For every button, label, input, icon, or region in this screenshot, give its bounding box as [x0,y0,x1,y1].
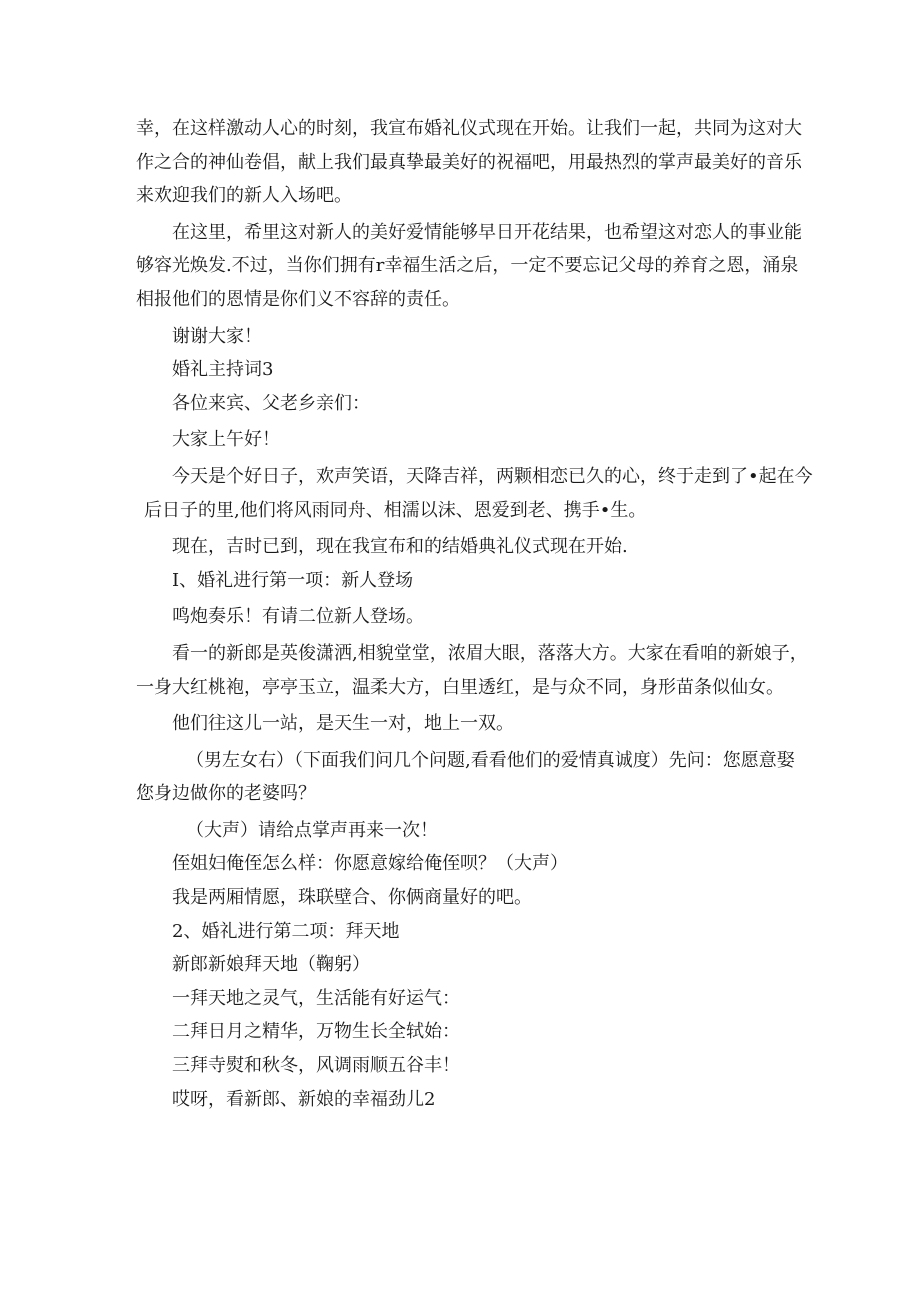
paragraph-happiness: 哎呀，看新郎、新娘的幸福劲儿2 [172,1088,436,1110]
paragraph-line: 来欢迎我们的新人入场吧。 [136,185,352,207]
paragraph-bow: 新郎新娘拜天地（鞠躬） [172,954,370,976]
paragraph-2 [136,216,802,317]
paragraph-line: 够容光焕发.不过，当你们拥有r幸福生活之后，一定不要忘记父母的养育之恩，涌泉 [136,255,799,277]
document-body [136,112,813,1116]
item-2-heading: 2、婚礼进行第二项：拜天地 [172,920,400,942]
paragraph-fireworks: 鸣炮奏乐！有请二位新人登场。 [172,606,424,628]
paragraph-1 [136,112,802,213]
paragraph-second-bow: 二拜日月之精华，万物生长全轼始： [172,1021,460,1043]
paragraph-line: 在这里，希里这对新人的美好爱情能够早日开花结果，也希望这对恋人的事业能 [172,221,802,243]
paragraph-good-day [136,460,813,527]
paragraph-line: 一身大红桃袍，亭亭玉立，温柔大方，白里透红，是与众不同，身形苗条似仙女。 [136,676,784,698]
paragraph-greeting-guests: 各位来宾、父老乡亲们： [172,392,370,414]
paragraph-perfect-pair: 他们往这儿一站，是天生一对，地上一双。 [172,713,514,735]
paragraph-groom-bride [136,637,808,704]
paragraph-greeting-morning: 大家上午好！ [172,429,280,451]
paragraph-questions [136,744,796,811]
paragraph-line: 您身边做你的老婆吗？ [136,783,316,805]
paragraph-line: 看一的新郎是英俊潇洒,相貌堂堂，浓眉大眼，落落大方。大家在看咱的新娘子， [172,642,808,664]
paragraph-auspicious-time: 现在，吉时已到，现在我宣布和的结婚典礼仪式现在开始. [172,536,628,558]
paragraph-line: 相报他们的恩情是你们义不容辞的责任。 [136,288,460,310]
paragraph-first-bow: 一拜天地之灵气，生活能有好运气： [172,987,460,1009]
section-heading: 婚礼主持词3 [172,359,274,381]
paragraph-applause: （大声）请给点掌声再来一次！ [186,819,438,841]
paragraph-third-bow: 三拜寺熨和秋冬，风调雨顺五谷丰！ [172,1055,460,1077]
paragraph-mutual-consent: 我是两厢情愿，珠联壁合、你俩商量好的吧。 [172,887,532,909]
paragraph-line: 今天是个好日子，欢声笑语，天降吉祥，两颗相恋已久的心，终于走到了•起在今 [172,465,813,487]
paragraph-line: 幸，在这样激动人心的时刻，我宣布婚礼仪式现在开始。让我们一起，共同为这对大 [136,118,802,139]
item-1-heading: I、婚礼进行第一项：新人登场 [172,569,414,591]
paragraph-niece-question: 侄姐妇俺侄怎么样：你愿意嫁给俺侄呗？（大声） [172,853,568,875]
paragraph-line: 后日子的里,他们将风雨同舟、相濡以沫、恩爱到老、携手•生。 [144,499,647,521]
paragraph-line: 作之合的神仙卷倡，献上我们最真挚最美好的祝福吧，用最热烈的掌声最美好的音乐 [136,151,802,173]
paragraph-line: （男左女右）（下面我们问几个问题,看看他们的爱情真诚度）先问：您愿意娶 [186,749,795,771]
paragraph-thanks: 谢谢大家！ [172,325,262,347]
